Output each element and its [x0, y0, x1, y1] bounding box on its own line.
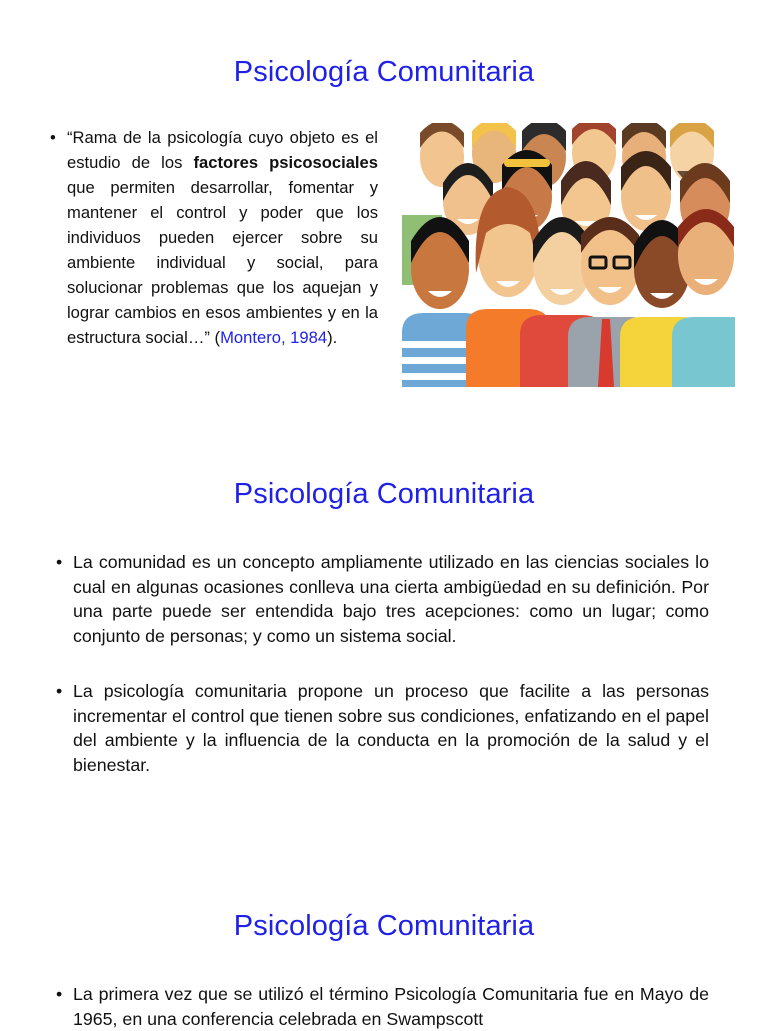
slide-3	[0, 860, 768, 1029]
bullet-dot: •	[50, 128, 56, 147]
slide-2	[0, 430, 768, 860]
quote-text-middle: que permiten desarrollar, fomentar y mantener el control y poder que los individuos pueden ejercer sobre su ambiente individual y social, para solucionar problemas que los aquejan y lograr cambios en esos ambientes y en la estructura social…” (	[67, 178, 378, 347]
crowd-illustration-svg	[402, 123, 735, 387]
citation-link[interactable]: Montero, 1984	[220, 328, 328, 347]
quote-text-start: “Rama de la psicología cuyo objeto es el estudio de los	[67, 128, 378, 172]
bullet-dot: •	[56, 681, 63, 701]
quote-bold-text: factores psicosociales	[193, 153, 379, 172]
slide-title: Psicología Comunitaria	[233, 478, 535, 510]
bullet-text: La comunidad es un concepto ampliamente utilizado en las ciencias sociales lo cual en algunas ocasiones conlleva una cierta ambigüedad en su definición. Por una parte puede ser entendida bajo tres acepciones: como un lugar; como conjunto de personas; y como un sistema social.	[73, 552, 709, 646]
crowd-of-people-illustration	[402, 123, 735, 387]
slide-title: Psicología Comunitaria	[233, 56, 535, 88]
bullet-item	[56, 550, 709, 648]
bullet-text: La primera vez que se utilizó el término Psicología Comunitaria fue en Mayo de 1965, en una conferencia celebrada en Swampscott	[73, 984, 709, 1029]
bullet-dot: •	[56, 552, 63, 572]
quote-text-end: ).	[327, 328, 338, 347]
bullet-item	[50, 125, 379, 350]
bullet-dot: •	[56, 984, 63, 1004]
slide-1	[0, 0, 768, 430]
bullet-item	[56, 679, 709, 777]
slide-title: Psicología Comunitaria	[233, 910, 535, 942]
bullet-text: La psicología comunitaria propone un proceso que facilite a las personas incrementar el control que tienen sobre sus condiciones, enfatizando en el papel del ambiente y la influencia de la conducta en la promoción de la salud y el bienestar.	[73, 681, 709, 775]
